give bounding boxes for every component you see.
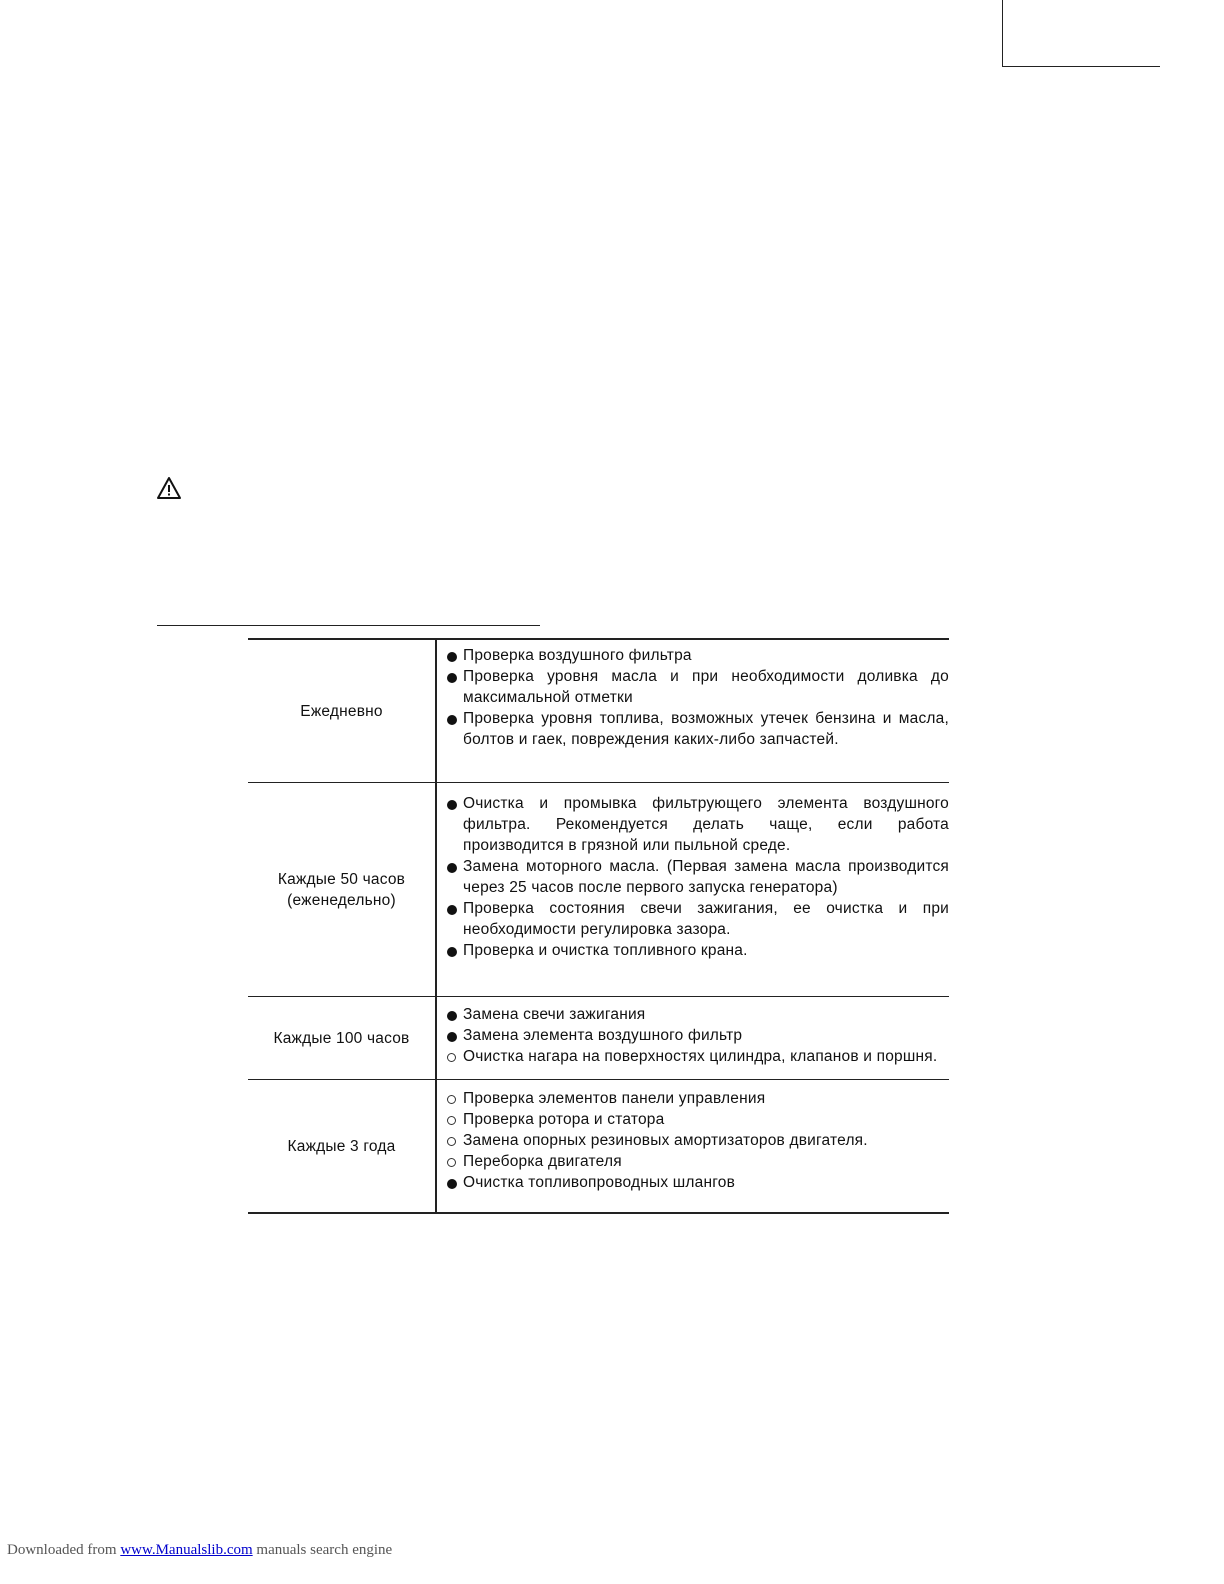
- page-corner-box: [1002, 0, 1160, 67]
- download-footer: [7, 1542, 392, 1559]
- interval-label: Каждые 3 года: [287, 1137, 396, 1155]
- list-item: Замена элемента воздушного фильтр: [446, 1025, 949, 1046]
- filled-bullet-icon: [446, 940, 463, 961]
- filled-bullet-icon: [446, 708, 463, 729]
- interval-label: Каждые 50 часов: [277, 870, 406, 888]
- warning-icon: [156, 476, 182, 500]
- open-bullet-icon: [446, 1151, 463, 1172]
- section-rule: [157, 625, 540, 626]
- interval-label: Каждые 100 часов: [273, 1029, 410, 1047]
- open-bullet-icon: [446, 1046, 463, 1067]
- interval-label: Ежедневно: [300, 702, 383, 720]
- maintenance-schedule-table: [248, 638, 949, 1214]
- table-row: [248, 996, 949, 1079]
- list-item: Очистка топливопроводных шлангов: [446, 1172, 949, 1193]
- open-bullet-icon: [446, 1088, 463, 1109]
- filled-bullet-icon: [446, 856, 463, 877]
- filled-bullet-icon: [446, 898, 463, 919]
- list-item: Проверка состояния свечи зажигания, ее очистка и при необходимости регулировка зазора.: [446, 898, 949, 940]
- task-list: [437, 1080, 949, 1212]
- list-item: Очистка и промывка фильтрующего элемента воздушного фильтра. Рекомендуется делать чаще, если работа производится в грязной или пыльной среде.: [446, 793, 949, 856]
- list-item: Проверка уровня топлива, возможных утечек бензина и масла, болтов и гаек, повреждения каких-либо запчастей.: [446, 708, 949, 750]
- interval-cell: [248, 1080, 437, 1212]
- filled-bullet-icon: [446, 1172, 463, 1193]
- list-item: Проверка воздушного фильтра: [446, 645, 949, 666]
- list-item: Замена моторного масла. (Первая замена масла производится через 25 часов после первого запуска генератора): [446, 856, 949, 898]
- interval-cell: [248, 997, 437, 1079]
- footer-prefix: Downloaded from: [7, 1542, 117, 1558]
- filled-bullet-icon: [446, 793, 463, 814]
- interval-cell: [248, 783, 437, 996]
- interval-cell: [248, 640, 437, 782]
- task-list: [437, 640, 949, 782]
- task-list: [437, 783, 949, 996]
- open-bullet-icon: [446, 1109, 463, 1130]
- filled-bullet-icon: [446, 666, 463, 687]
- table-row: [248, 782, 949, 996]
- list-item: Проверка элементов панели управления: [446, 1088, 949, 1109]
- open-bullet-icon: [446, 1130, 463, 1151]
- table-row: [248, 640, 949, 782]
- list-item: Проверка и очистка топливного крана.: [446, 940, 949, 961]
- filled-bullet-icon: [446, 645, 463, 666]
- interval-sublabel: (еженедельно): [287, 891, 396, 909]
- manualslib-link[interactable]: www.Manualslib.com: [120, 1542, 253, 1558]
- list-item: Переборка двигателя: [446, 1151, 949, 1172]
- list-item: Проверка уровня масла и при необходимости доливка до максимальной отметки: [446, 666, 949, 708]
- list-item: Очистка нагара на поверхностях цилиндра, клапанов и поршня.: [446, 1046, 949, 1067]
- list-item: Замена опорных резиновых амортизаторов двигателя.: [446, 1130, 949, 1151]
- filled-bullet-icon: [446, 1025, 463, 1046]
- task-list: [437, 997, 949, 1079]
- filled-bullet-icon: [446, 1004, 463, 1025]
- table-row: [248, 1079, 949, 1212]
- list-item: Проверка ротора и статора: [446, 1109, 949, 1130]
- footer-suffix: manuals search engine: [252, 1542, 393, 1558]
- list-item: Замена свечи зажигания: [446, 1004, 949, 1025]
